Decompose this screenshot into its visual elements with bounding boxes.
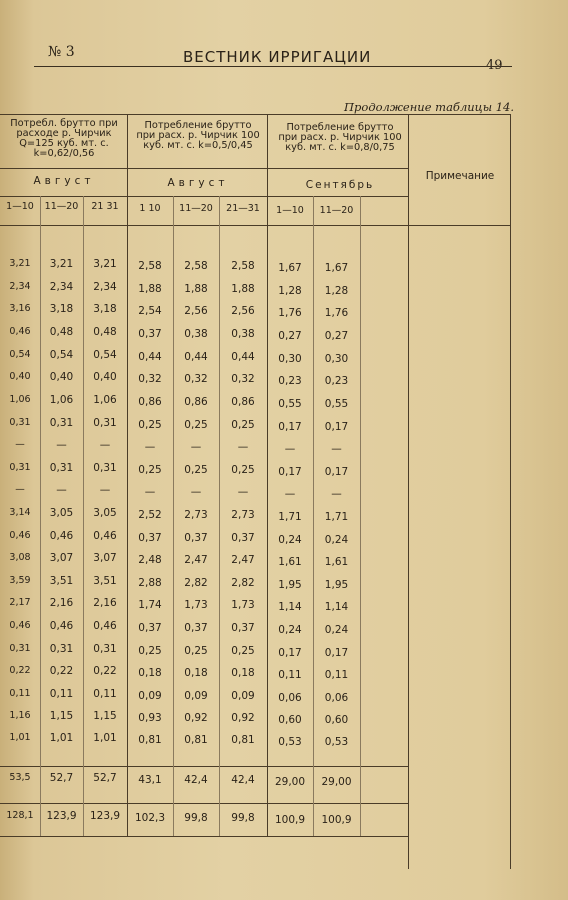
table-cell: 0,18 <box>138 667 162 679</box>
table-cell: 3,14 <box>9 507 31 518</box>
table-cell: 0,48 <box>49 326 74 338</box>
table-cell: 1,15 <box>49 710 74 722</box>
table-cell: 0,37 <box>184 622 208 634</box>
table-cell: 2,73 <box>184 509 208 521</box>
table-cell: 0,18 <box>231 667 255 679</box>
table-cell: 0,38 <box>184 328 208 340</box>
table-cell: 1,76 <box>324 307 349 319</box>
table-cell: 1,06 <box>93 394 117 406</box>
table-cell: 1,61 <box>278 556 302 568</box>
month-header-3: Сентябрь <box>305 179 375 191</box>
table-cell: 0,46 <box>49 620 74 632</box>
table-cell: — <box>237 441 249 453</box>
table-cell: 3,18 <box>93 303 117 315</box>
table-cell: 0,32 <box>138 373 162 385</box>
total-cell: 52,7 <box>49 772 74 784</box>
table-cell: 0,86 <box>138 396 162 408</box>
table-cell: 0,24 <box>278 534 302 546</box>
table-cell: 2,88 <box>138 577 162 589</box>
table-cell: 0,11 <box>278 669 302 681</box>
table-cell: 0,46 <box>49 530 74 542</box>
table-cell: 1,76 <box>278 307 302 319</box>
table-cell: 1,73 <box>231 599 255 611</box>
total-cell: 100,9 <box>274 814 306 826</box>
table-cell: — <box>56 484 67 496</box>
total-cell: 123,9 <box>89 810 121 822</box>
table-cell: 0,54 <box>93 349 117 361</box>
table-cell: 0,55 <box>278 398 302 410</box>
table-cell: — <box>331 443 342 455</box>
table-cell: 0,11 <box>93 688 117 700</box>
table-cell: 2,47 <box>231 554 255 566</box>
table-cell: 0,31 <box>9 462 31 473</box>
table-cell: 3,18 <box>49 303 74 315</box>
table-cell: 3,07 <box>49 552 74 564</box>
table-cell: 0,37 <box>138 532 162 544</box>
month-header-2: Август <box>167 177 229 189</box>
table-cell: 3,07 <box>93 552 117 564</box>
table-cell: 1,88 <box>138 283 162 295</box>
table-cell: 2,34 <box>93 281 117 293</box>
total-cell: 29,00 <box>274 776 306 788</box>
table-cell: 0,31 <box>93 643 117 655</box>
page-number: 49 <box>486 58 503 73</box>
table-cell: 1,28 <box>324 285 349 297</box>
table-cell: 2,56 <box>231 305 255 317</box>
table-cell: 0,93 <box>138 712 162 724</box>
table-cell: 0,46 <box>9 326 31 337</box>
table-cell: 2,82 <box>231 577 255 589</box>
month-header-1: Август <box>33 175 95 187</box>
table-cell: 0,55 <box>324 398 349 410</box>
table-cell: 1,88 <box>184 283 208 295</box>
table-cell: 0,53 <box>278 736 302 748</box>
table-cell: 0,40 <box>93 371 117 383</box>
table-cell: 0,24 <box>324 624 349 636</box>
table-cell: 0,06 <box>278 692 302 704</box>
table-cell: 0,46 <box>93 530 117 542</box>
group-header-3: Потребление брутто при расх. р. Чирчик 100 куб. мт. с. k=0,8/0,75 <box>278 122 402 153</box>
table-cell: 3,59 <box>9 575 31 586</box>
table-cell: 0,17 <box>324 421 349 433</box>
table-cell: 0,32 <box>231 373 255 385</box>
table-cell: 0,17 <box>324 466 349 478</box>
table-cell: — <box>99 484 111 496</box>
table-cell: 0,44 <box>231 351 255 363</box>
table-cell: 0,60 <box>278 714 302 726</box>
table-cell: 0,37 <box>138 328 162 340</box>
table-cell: 0,22 <box>49 665 74 677</box>
table-cell: 0,17 <box>278 466 302 478</box>
table-cell: 0,09 <box>138 690 162 702</box>
table-cell: 0,30 <box>278 353 302 365</box>
table-cell: 3,16 <box>9 303 31 314</box>
table-cell: 1,01 <box>49 732 74 744</box>
header-rule <box>34 66 512 67</box>
table-cell: 0,06 <box>324 692 349 704</box>
issue-number: № 3 <box>48 44 75 60</box>
table-cell: 1,16 <box>9 710 31 721</box>
total-cell: 42,4 <box>231 774 255 786</box>
table-cell: 0,86 <box>231 396 255 408</box>
table-cell: 2,17 <box>9 597 31 608</box>
total-cell: 42,4 <box>184 774 208 786</box>
table-cell: 0,17 <box>278 421 302 433</box>
table-cell: 0,30 <box>324 353 349 365</box>
total-cell: 53,5 <box>9 772 31 783</box>
table-cell: — <box>284 443 296 455</box>
table-cell: 0,48 <box>93 326 117 338</box>
table-cell: 2,16 <box>49 597 74 609</box>
table-cell: 0,31 <box>49 643 74 655</box>
table-cell: 1,06 <box>49 394 74 406</box>
col-rule <box>360 196 361 836</box>
total-cell: 99,8 <box>231 812 255 824</box>
total-cell: 100,9 <box>321 814 352 826</box>
total-cell: 52,7 <box>93 772 117 784</box>
table-cell: — <box>331 488 342 500</box>
table-cell: 0,44 <box>184 351 208 363</box>
table-cell: 1,88 <box>231 283 255 295</box>
table-cell: 0,37 <box>231 532 255 544</box>
table-cell: 1,73 <box>184 599 208 611</box>
table-cell: 1,01 <box>9 732 31 743</box>
table-cell: 2,34 <box>9 281 31 292</box>
table-cell: — <box>190 486 202 498</box>
table-continuation-caption: Продолжение таблицы 14. <box>344 100 515 114</box>
table-cell: 0,81 <box>184 734 208 746</box>
table-cell: 2,82 <box>184 577 208 589</box>
table-cell: 3,05 <box>93 507 117 519</box>
table-cell: — <box>15 484 25 495</box>
table-cell: 0,92 <box>184 712 208 724</box>
table-cell: 0,22 <box>93 665 117 677</box>
period-header: 1 10 <box>139 203 161 214</box>
table-cell: 0,17 <box>278 647 302 659</box>
table-cell: 1,15 <box>93 710 117 722</box>
period-header: 11—20 <box>44 201 79 212</box>
table-cell: 1,14 <box>324 601 349 613</box>
table-cell: 3,08 <box>9 552 31 563</box>
table-cell: 1,06 <box>9 394 31 405</box>
table-cell: 0,27 <box>278 330 302 342</box>
table-cell: 0,25 <box>138 419 162 431</box>
table-cell: 0,31 <box>49 462 74 474</box>
note-header: Примечание <box>425 170 495 182</box>
total-cell: 29,00 <box>321 776 352 788</box>
table-cell: 0,37 <box>231 622 255 634</box>
table-cell: 2,54 <box>138 305 162 317</box>
period-header: 1—10 <box>276 205 304 216</box>
table-cell: 0,53 <box>324 736 349 748</box>
table-cell: 0,60 <box>324 714 349 726</box>
table-cell: 2,34 <box>49 281 74 293</box>
table-cell: 2,47 <box>184 554 208 566</box>
table-cell: 0,25 <box>138 464 162 476</box>
table-cell: 1,61 <box>324 556 349 568</box>
table-cell: 0,46 <box>9 530 31 541</box>
table-cell: 0,81 <box>138 734 162 746</box>
table-cell: — <box>15 439 25 450</box>
table-cell: — <box>56 439 67 451</box>
table-top-rule <box>0 114 510 115</box>
period-header: 21 31 <box>91 201 119 212</box>
total-cell: 102,3 <box>134 812 166 824</box>
table-cell: 2,48 <box>138 554 162 566</box>
table-cell: — <box>144 486 156 498</box>
table-cell: 0,81 <box>231 734 255 746</box>
table-cell: — <box>237 486 249 498</box>
totals-bottom-rule <box>0 836 408 837</box>
table-cell: 3,21 <box>9 258 31 269</box>
table-right-rule <box>510 114 511 869</box>
table-cell: 0,31 <box>93 462 117 474</box>
table-cell: 1,74 <box>138 599 162 611</box>
table-cell: 0,31 <box>9 643 31 654</box>
table-cell: — <box>284 488 296 500</box>
table-cell: — <box>190 441 202 453</box>
header-bottom-rule <box>0 225 510 226</box>
table-cell: 0,32 <box>184 373 208 385</box>
table-cell: 0,18 <box>184 667 208 679</box>
table-cell: 0,23 <box>324 375 349 387</box>
table-cell: 1,71 <box>278 511 302 523</box>
table-cell: 1,71 <box>324 511 349 523</box>
table-cell: 0,09 <box>231 690 255 702</box>
month-row-rule <box>0 168 408 169</box>
table-cell: 1,67 <box>324 262 349 274</box>
table-cell: 0,25 <box>184 464 208 476</box>
table-cell: 0,11 <box>9 688 31 699</box>
table-cell: 1,14 <box>278 601 302 613</box>
total-cell: 123,9 <box>46 810 77 822</box>
table-cell: — <box>99 439 111 451</box>
table-cell: 0,54 <box>9 349 31 360</box>
journal-title: ВЕСТНИК ИРРИГАЦИИ <box>183 48 372 66</box>
table-cell: 0,31 <box>9 417 31 428</box>
group-header-2: Потребление брутто при расх. р. Чирчик 100 куб. мт. с. k=0,5/0,45 <box>136 120 260 151</box>
table-cell: 0,37 <box>184 532 208 544</box>
table-cell: 3,21 <box>49 258 74 270</box>
table-cell: 0,24 <box>324 534 349 546</box>
table-cell: 2,16 <box>93 597 117 609</box>
table-cell: 2,58 <box>231 260 255 272</box>
period-header: 1—10 <box>6 201 34 212</box>
table-cell: 2,56 <box>184 305 208 317</box>
table-cell: 0,40 <box>49 371 74 383</box>
table-cell: 0,23 <box>278 375 302 387</box>
table-cell: 0,40 <box>9 371 31 382</box>
table-cell: 0,25 <box>184 645 208 657</box>
table-cell: 2,52 <box>138 509 162 521</box>
total-cell: 43,1 <box>138 774 162 786</box>
period-row-top-rule <box>0 196 408 197</box>
period-header: 21—31 <box>226 203 260 214</box>
table-cell: 0,31 <box>49 417 74 429</box>
table-cell: 0,25 <box>184 419 208 431</box>
table-cell: — <box>144 441 156 453</box>
table-cell: 0,22 <box>9 665 31 676</box>
group-header-1: Потребл. брутто при расходе р. Чирчик Q=125 куб. мт. с. k=0,62/0,56 <box>10 118 118 159</box>
table-cell: 0,25 <box>231 464 255 476</box>
table-cell: 0,25 <box>138 645 162 657</box>
col-rule <box>408 114 409 869</box>
table-cell: 0,44 <box>138 351 162 363</box>
table-cell: 0,25 <box>231 645 255 657</box>
table-cell: 0,86 <box>184 396 208 408</box>
table-cell: 0,38 <box>231 328 255 340</box>
table-cell: 1,67 <box>278 262 302 274</box>
table-cell: 1,95 <box>278 579 302 591</box>
table-cell: 3,21 <box>93 258 117 270</box>
table-cell: 0,11 <box>49 688 74 700</box>
table-cell: 2,58 <box>184 260 208 272</box>
total-cell: 99,8 <box>184 812 208 824</box>
table-cell: 0,17 <box>324 647 349 659</box>
table-cell: 2,58 <box>138 260 162 272</box>
period-header: 11—20 <box>179 203 213 214</box>
period-header: 11—20 <box>319 205 354 216</box>
table-cell: 0,37 <box>138 622 162 634</box>
table-cell: 3,05 <box>49 507 74 519</box>
table-cell: 3,51 <box>49 575 74 587</box>
totals-mid-rule <box>0 803 408 804</box>
table-cell: 0,31 <box>93 417 117 429</box>
table-cell: 0,27 <box>324 330 349 342</box>
total-cell: 128,1 <box>6 810 34 821</box>
table-cell: 2,73 <box>231 509 255 521</box>
table-cell: 3,51 <box>93 575 117 587</box>
table-cell: 1,28 <box>278 285 302 297</box>
table-cell: 1,01 <box>93 732 117 744</box>
table-cell: 0,11 <box>324 669 349 681</box>
table-cell: 0,25 <box>231 419 255 431</box>
table-cell: 0,09 <box>184 690 208 702</box>
totals-top-rule <box>0 766 408 767</box>
table-cell: 0,46 <box>93 620 117 632</box>
table-cell: 0,46 <box>9 620 31 631</box>
table-cell: 1,95 <box>324 579 349 591</box>
table-cell: 0,54 <box>49 349 74 361</box>
table-cell: 0,92 <box>231 712 255 724</box>
table-cell: 0,24 <box>278 624 302 636</box>
